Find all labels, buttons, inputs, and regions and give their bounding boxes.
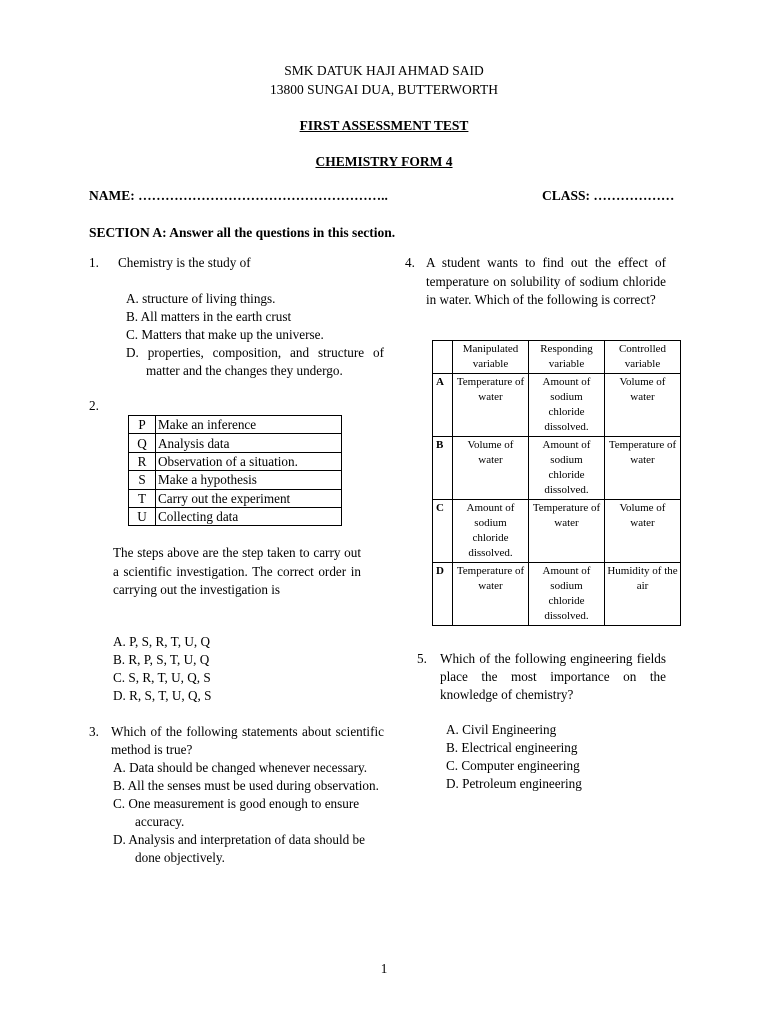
q2-option-c: C. S, R, T, U, Q, S bbox=[113, 670, 211, 685]
q2-stem: The steps above are the step taken to carry out a scientific investigation. The correct order in carrying out the investigation is bbox=[113, 545, 361, 597]
q1-option-c: C. Matters that make up the universe. bbox=[126, 327, 324, 342]
row-label: B bbox=[433, 437, 453, 500]
table-cell: Volume of water bbox=[605, 374, 681, 437]
step-key: Q bbox=[129, 434, 156, 452]
step-text: Make an inference bbox=[156, 416, 342, 434]
step-text: Observation of a situation. bbox=[156, 452, 342, 470]
table-row bbox=[129, 489, 342, 507]
table-cell: Volume of water bbox=[605, 500, 681, 563]
school-address: 13800 SUNGAI DUA, BUTTERWORTH bbox=[270, 82, 498, 97]
step-key: T bbox=[129, 489, 156, 507]
table-header-row bbox=[433, 341, 681, 374]
q2-option-b: B. R, P, S, T, U, Q bbox=[113, 652, 210, 667]
table-cell: Volume of water bbox=[453, 437, 529, 500]
section-a-title: SECTION A: Answer all the questions in this section. bbox=[89, 225, 396, 240]
q2-options bbox=[113, 633, 313, 705]
table-cell: Temperature of water bbox=[529, 500, 605, 563]
subject-title: CHEMISTRY FORM 4 bbox=[315, 154, 453, 169]
step-key: P bbox=[129, 416, 156, 434]
name-field-label: NAME: ……………………………………………….. bbox=[89, 188, 388, 203]
q5-options bbox=[446, 721, 666, 793]
q2-option-d: D. R, S, T, U, Q, S bbox=[113, 688, 212, 703]
step-text: Carry out the experiment bbox=[156, 489, 342, 507]
q2-number: 2. bbox=[89, 398, 99, 413]
q1-options bbox=[126, 290, 384, 380]
class-field-label: CLASS: ……………… bbox=[542, 188, 675, 203]
page-number: 1 bbox=[380, 961, 388, 976]
table-row bbox=[433, 374, 681, 437]
q1-option-b: B. All matters in the earth crust bbox=[126, 309, 292, 324]
q5-option-c: C. Computer engineering bbox=[446, 758, 580, 773]
q4-number: 4. bbox=[405, 255, 415, 270]
q2-steps-table bbox=[128, 415, 342, 526]
test-title: FIRST ASSESSMENT TEST bbox=[299, 118, 469, 133]
q4-stem: A student wants to find out the effect of temperature on solubility of sodium chloride in water. Which of the following is correct? bbox=[426, 255, 666, 307]
q5-number: 5. bbox=[417, 651, 427, 666]
table-row bbox=[433, 500, 681, 563]
q1-number: 1. bbox=[89, 255, 99, 270]
q4-variables-table bbox=[432, 340, 681, 626]
q3-option-b: B. All the senses must be used during observation. bbox=[113, 778, 379, 793]
table-cell: Temperature of water bbox=[605, 437, 681, 500]
q1-stem: Chemistry is the study of bbox=[118, 255, 251, 270]
q1-option-d: D. properties, composition, and structure of matter and the changes they undergo. bbox=[126, 345, 384, 378]
table-cell: Amount of sodium chloride dissolved. bbox=[529, 374, 605, 437]
step-key: S bbox=[129, 471, 156, 489]
table-cell: Amount of sodium chloride dissolved. bbox=[453, 500, 529, 563]
table-cell: Temperature of water bbox=[453, 563, 529, 626]
q1-option-a: A. structure of living things. bbox=[126, 291, 276, 306]
table-row bbox=[129, 471, 342, 489]
q5-option-a: A. Civil Engineering bbox=[446, 722, 557, 737]
q5-option-d: D. Petroleum engineering bbox=[446, 776, 582, 791]
table-cell: Temperature of water bbox=[453, 374, 529, 437]
q3-options bbox=[113, 759, 388, 867]
table-cell: Amount of sodium chloride dissolved. bbox=[529, 563, 605, 626]
table-row bbox=[433, 437, 681, 500]
table-row bbox=[129, 507, 342, 525]
row-label: C bbox=[433, 500, 453, 563]
q5-option-b: B. Electrical engineering bbox=[446, 740, 578, 755]
q3-option-c: C. One measurement is good enough to ensure accuracy. bbox=[113, 796, 360, 829]
q3-option-a: A. Data should be changed whenever necessary. bbox=[113, 760, 368, 775]
table-row bbox=[129, 416, 342, 434]
step-key: R bbox=[129, 452, 156, 470]
table-corner-cell bbox=[433, 341, 453, 374]
q2-option-a: A. P, S, R, T, U, Q bbox=[113, 634, 210, 649]
table-row bbox=[433, 563, 681, 626]
column-header: Manipulated variable bbox=[453, 341, 529, 374]
column-header: Responding variable bbox=[529, 341, 605, 374]
table-cell: Humidity of the air bbox=[605, 563, 681, 626]
school-name: SMK DATUK HAJI AHMAD SAID bbox=[284, 63, 484, 78]
step-key: U bbox=[129, 507, 156, 525]
q5-stem: Which of the following engineering fields place the most importance on the knowledge of chemistry? bbox=[440, 651, 666, 702]
table-cell: Amount of sodium chloride dissolved. bbox=[529, 437, 605, 500]
table-row bbox=[129, 452, 342, 470]
row-label: A bbox=[433, 374, 453, 437]
step-text: Collecting data bbox=[156, 507, 342, 525]
column-header: Controlled variable bbox=[605, 341, 681, 374]
row-label: D bbox=[433, 563, 453, 626]
step-text: Make a hypothesis bbox=[156, 471, 342, 489]
q3-stem: Which of the following statements about scientific method is true? bbox=[111, 724, 384, 757]
table-row bbox=[129, 434, 342, 452]
q3-number: 3. bbox=[89, 724, 99, 739]
q3-option-d: D. Analysis and interpretation of data should be done objectively. bbox=[113, 832, 365, 865]
step-text: Analysis data bbox=[156, 434, 342, 452]
